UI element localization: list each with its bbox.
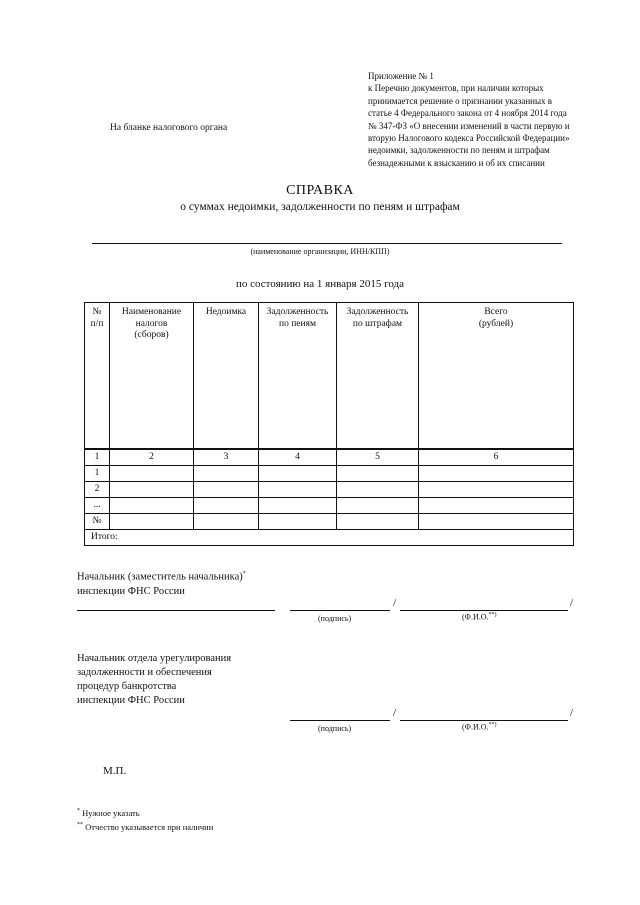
- table-cell: [337, 498, 419, 514]
- appendix-line: к Перечню документов, при наличии которых: [368, 83, 544, 94]
- column-number: 4: [259, 449, 337, 466]
- appendix-note: [368, 70, 613, 169]
- column-number: 5: [337, 449, 419, 466]
- blank-note: На бланке налогового органа: [110, 123, 228, 133]
- total-row: [85, 530, 574, 546]
- signer1-line: инспекции ФНС России: [77, 585, 185, 597]
- column-number: 2: [110, 449, 194, 466]
- table-cell: [110, 498, 194, 514]
- org-caption: (наименование организации, ИНН/КПП): [250, 247, 390, 256]
- appendix-line: недоимки, задолженности по пеням и штрафам: [368, 145, 550, 156]
- table-row: [85, 498, 574, 514]
- appendix-line: вторую Налогового кодекса Российской Федерации»: [368, 133, 570, 144]
- row-number: 1: [85, 466, 110, 482]
- column-number: 1: [85, 449, 110, 466]
- table-cell: [419, 498, 574, 514]
- signer2-line: процедур банкротства: [77, 681, 177, 692]
- signer1-signature-line: [290, 610, 390, 611]
- as-of-date: по состоянию на 1 января 2015 года: [235, 278, 405, 290]
- table-cell: [337, 466, 419, 482]
- column-number: 3: [194, 449, 259, 466]
- appendix-line: принимается решение о признании указанных в: [368, 95, 553, 106]
- header-cell: Недоимка: [194, 303, 259, 450]
- table-cell: [337, 482, 419, 498]
- slash: /: [393, 597, 397, 609]
- org-line: [92, 243, 562, 244]
- table-cell: [419, 514, 574, 530]
- header-cell: Задолженность по штрафам: [337, 303, 419, 450]
- table-cell: [110, 482, 194, 498]
- appendix-line: № 347-ФЗ «О внесении изменений в части первую и: [368, 120, 570, 131]
- appendix-line: Приложение № 1: [368, 71, 434, 81]
- debt-table: [84, 302, 574, 546]
- total-label: Итого:: [85, 530, 574, 546]
- signer1-title: [77, 567, 246, 599]
- table-row: [85, 466, 574, 482]
- table-cell: [259, 514, 337, 530]
- row-number: 2: [85, 482, 110, 498]
- name-caption: (Ф.И.О.**): [462, 612, 497, 622]
- table-cell: [194, 482, 259, 498]
- signature-caption: (подпись): [318, 614, 352, 623]
- footnote: ** Отчество указывается при наличии: [77, 822, 214, 832]
- slash: /: [570, 597, 574, 609]
- table-cell: [194, 498, 259, 514]
- footnote-mark: *: [242, 571, 246, 577]
- table-row: [85, 514, 574, 530]
- signer2-name-line: [400, 720, 568, 721]
- signer2-line: инспекции ФНС России: [77, 695, 185, 706]
- stamp-placeholder: М.П.: [103, 765, 127, 777]
- signer1-blank-line: [77, 610, 275, 611]
- header-cell: Всего (рублей): [419, 303, 574, 450]
- table-cell: [110, 514, 194, 530]
- table-cell: [259, 482, 337, 498]
- table-cell: [259, 466, 337, 482]
- table-cell: [259, 498, 337, 514]
- table-cell: [194, 466, 259, 482]
- column-number: 6: [419, 449, 574, 466]
- appendix-line: безнадежными к взысканию и об их списании: [368, 157, 545, 168]
- column-number-row: [85, 449, 574, 466]
- row-number: №: [85, 514, 110, 530]
- name-caption: (Ф.И.О.**): [462, 722, 497, 732]
- table-cell: [419, 466, 574, 482]
- appendix-line: статье 4 Федерального закона от 4 ноября 2014 года: [368, 108, 567, 119]
- table-header-row: [85, 303, 574, 450]
- signature-caption: (подпись): [318, 724, 352, 733]
- table-cell: [110, 466, 194, 482]
- table-cell: [194, 514, 259, 530]
- header-cell: Задолженность по пеням: [259, 303, 337, 450]
- signer2-signature-line: [290, 720, 390, 721]
- signer2-title: [77, 652, 231, 708]
- signer1-name-line: [400, 610, 568, 611]
- signer2-line: Начальник отдела урегулирования: [77, 653, 232, 664]
- table-row: [85, 482, 574, 498]
- header-cell: № п/п: [85, 303, 110, 450]
- footnote: * Нужное указать: [77, 808, 140, 818]
- slash: /: [570, 707, 574, 719]
- document-title: СПРАВКА: [286, 183, 354, 198]
- table-cell: [337, 514, 419, 530]
- document-subtitle: о суммах недоимки, задолженности по пеням и штрафам: [180, 201, 460, 213]
- slash: /: [393, 707, 397, 719]
- header-cell: Наименование налогов (сборов): [110, 303, 194, 450]
- row-number: ...: [85, 498, 110, 514]
- signer1-line: Начальник (заместитель начальника): [77, 571, 243, 583]
- table-cell: [419, 482, 574, 498]
- signer2-line: задолженности и обеспечения: [77, 667, 212, 678]
